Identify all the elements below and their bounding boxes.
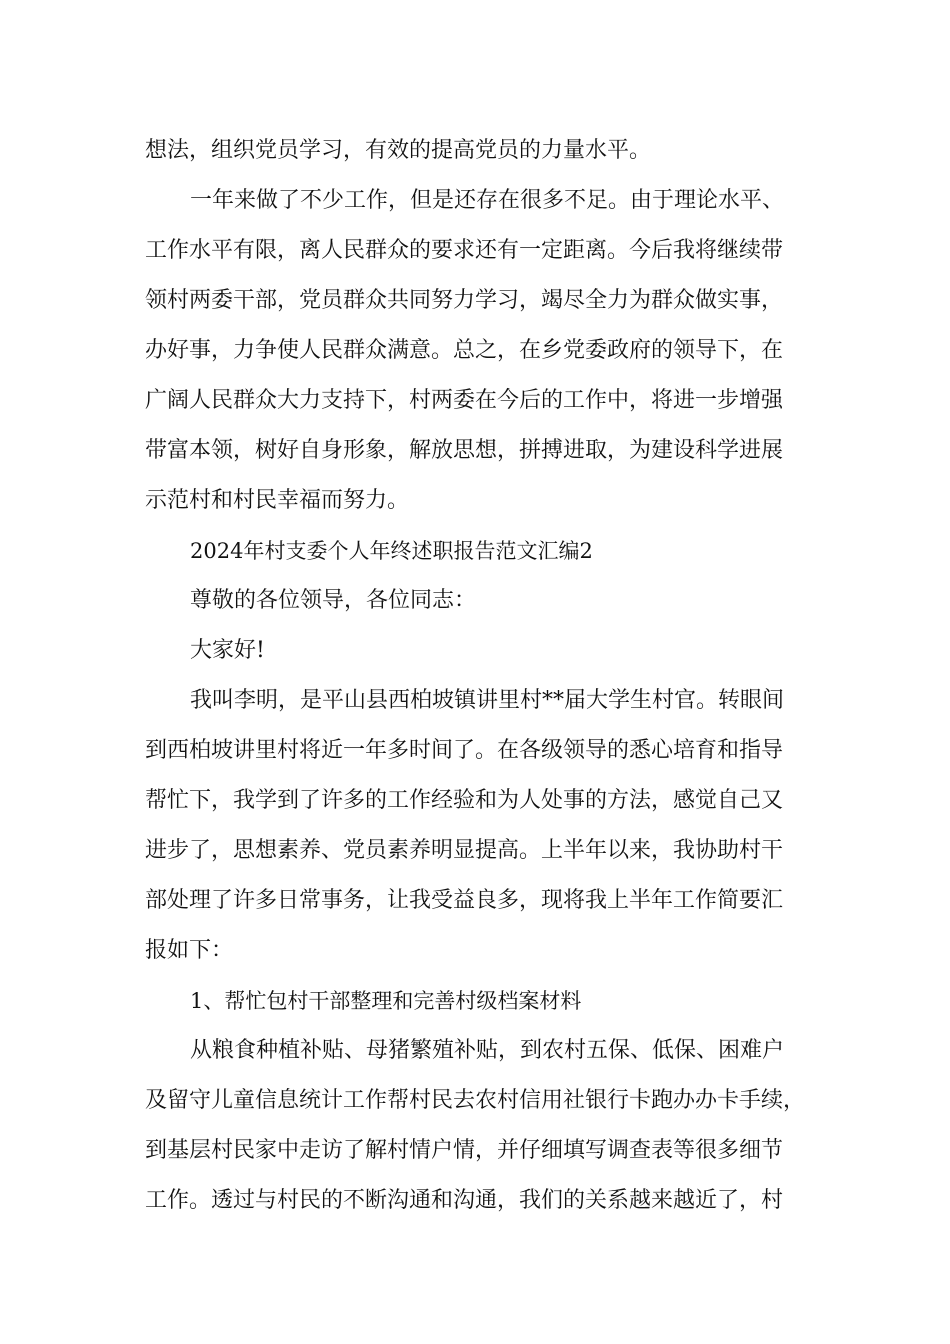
paragraph-line: 广阔人民群众大力支持下，村两委在今后的工作中，将进一步增强 xyxy=(145,388,784,413)
paragraph-line: 一年来做了不少工作，但是还存在很多不足。由于理论水平、 xyxy=(190,188,785,213)
list-item-heading: 1、帮忙包村干部整理和完善村级档案材料 xyxy=(190,989,582,1013)
section-heading: 2024年村支委个人年终述职报告范文汇编2 xyxy=(190,539,593,563)
paragraph-line: 报如下： xyxy=(145,938,234,963)
paragraph-line: 办好事，力争使人民群众满意。总之，在乡党委政府的领导下，在 xyxy=(145,338,784,363)
paragraph-line: 进步了，思想素养、党员素养明显提高。上半年以来，我协助村干 xyxy=(145,838,784,863)
paragraph-line: 及留守儿童信息统计工作帮村民去农村信用社银行卡跑办办卡手续， xyxy=(145,1088,806,1113)
paragraph-line: 带富本领，树好自身形象，解放思想，拼搏进取，为建设科学进展 xyxy=(145,438,784,463)
salutation: 尊敬的各位领导，各位同志： xyxy=(190,588,477,613)
paragraph-line: 帮忙下，我学到了许多的工作经验和为人处事的方法，感觉自己又 xyxy=(145,788,784,813)
paragraph-line: 工作。透过与村民的不断沟通和沟通，我们的关系越来越近了，村 xyxy=(145,1188,784,1213)
paragraph-line: 示范村和村民幸福而努力。 xyxy=(145,488,410,513)
paragraph-line: 部处理了许多日常事务，让我受益良多，现将我上半年工作简要汇 xyxy=(145,888,784,913)
paragraph-line: 从粮食种植补贴、母猪繁殖补贴，到农村五保、低保、困难户 xyxy=(190,1038,785,1063)
paragraph-line: 领村两委干部，党员群众共同努力学习，竭尽全力为群众做实事， xyxy=(145,288,784,313)
paragraph-line: 想法，组织党员学习，有效的提高党员的力量水平。 xyxy=(145,138,652,163)
greeting: 大家好! xyxy=(190,638,265,663)
paragraph-line: 到西柏坡讲里村将近一年多时间了。在各级领导的悉心培育和指导 xyxy=(145,738,784,763)
paragraph-line: 工作水平有限，离人民群众的要求还有一定距离。今后我将继续带 xyxy=(145,238,784,263)
paragraph-line: 到基层村民家中走访了解村情户情，并仔细填写调查表等很多细节 xyxy=(145,1138,784,1163)
paragraph-line: 我叫李明，是平山县西柏坡镇讲里村**届大学生村官。转眼间 xyxy=(190,688,785,713)
